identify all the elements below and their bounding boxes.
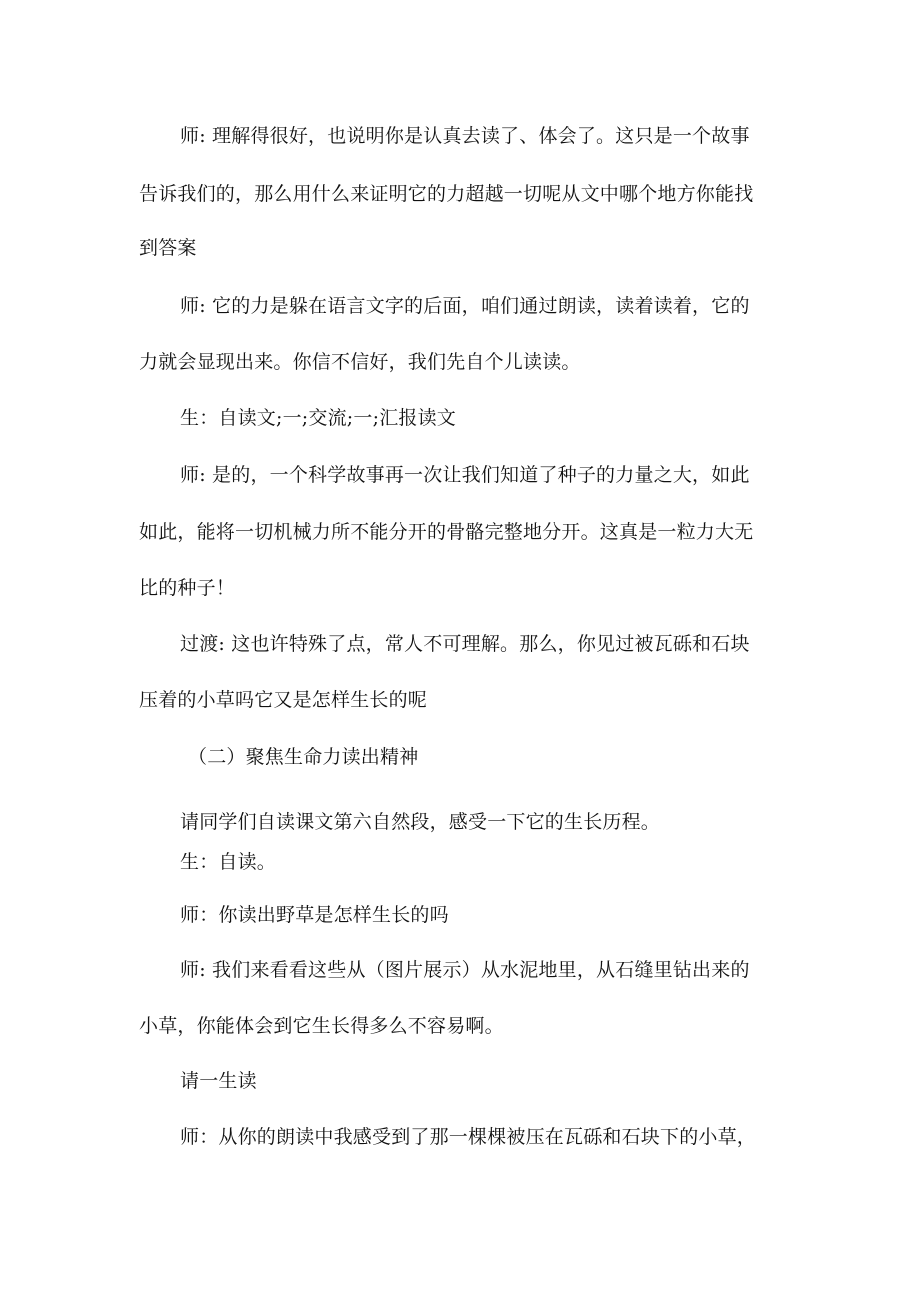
paragraph-line: 生：自读。 xyxy=(180,851,277,873)
paragraph-line: 过渡: 这也许特殊了点，常人不可理解。那么，你见过被瓦砾和石块 xyxy=(180,633,750,655)
paragraph-line: 师：你读出野草是怎样生长的吗 xyxy=(180,904,449,926)
paragraph-line: 师：从你的朗读中我感受到了那一棵棵被压在瓦砾和石块下的小草， xyxy=(180,1126,757,1148)
section-heading: （二）聚焦生命力读出精神 xyxy=(188,746,419,768)
paragraph-line: 压着的小草吗它又是怎样生长的呢 xyxy=(139,689,428,711)
paragraph-line: 小草，你能体会到它生长得多么不容易啊。 xyxy=(139,1015,504,1037)
paragraph-line: 到答案 xyxy=(139,237,197,259)
paragraph-line: 师: 是的，一个科学故事再一次让我们知道了种子的力量之大，如此 xyxy=(180,464,750,486)
paragraph-line: 请一生读 xyxy=(180,1070,257,1092)
paragraph-line: 师: 我们来看看这些从（图片展示）从水泥地里，从石缝里钻出来的 xyxy=(180,959,750,981)
paragraph-line: 师: 它的力是躲在语言文字的后面，咱们通过朗读，读着读着，它的 xyxy=(180,295,750,317)
paragraph-line: 生：自读文;一;交流;一;汇报读文 xyxy=(180,407,457,429)
paragraph-line: 告诉我们的，那么用什么来证明它的力超越一切呢从文中哪个地方你能找 xyxy=(139,183,754,205)
paragraph-line: 师: 理解得很好，也说明你是认真去读了、体会了。这只是一个故事 xyxy=(180,125,750,147)
paragraph-line: 力就会显现出来。你信不信好，我们先自个儿读读。 xyxy=(139,351,581,373)
paragraph-line: 请同学们自读课文第六自然段，感受一下它的生长历程。 xyxy=(180,811,661,833)
paragraph-line: 比的种子！ xyxy=(139,577,236,599)
paragraph-line: 如此，能将一切机械力所不能分开的骨骼完整地分开。这真是一粒力大无 xyxy=(139,521,754,543)
